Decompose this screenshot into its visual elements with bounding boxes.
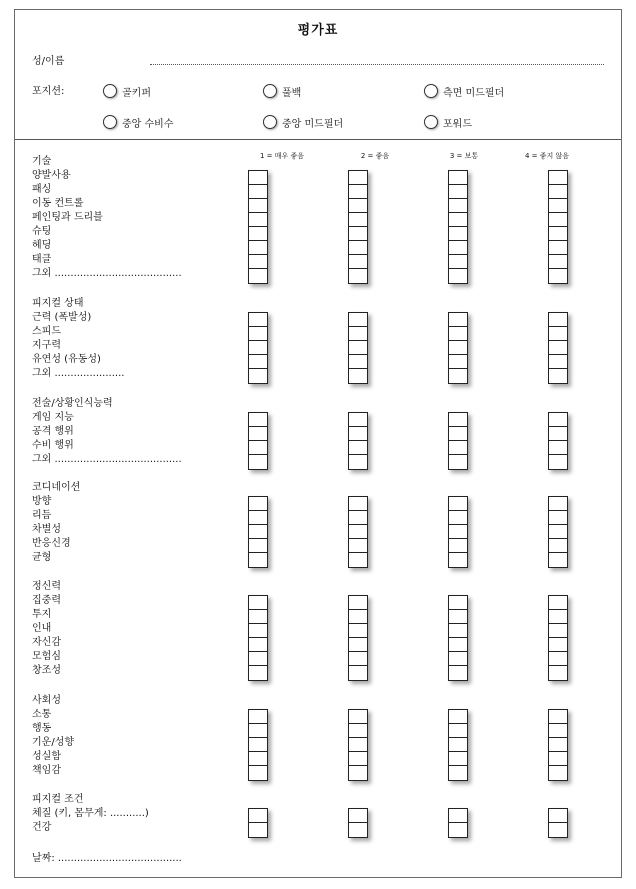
rating-checkbox[interactable] xyxy=(249,327,267,341)
rating-checkbox[interactable] xyxy=(349,341,367,355)
page-title: 평가표 xyxy=(297,23,339,38)
rating-checkbox[interactable] xyxy=(549,369,567,383)
rating-checkbox[interactable] xyxy=(349,441,367,455)
rating-column-1 xyxy=(248,709,268,781)
criterion-label: 태클 xyxy=(32,254,52,265)
rating-checkbox[interactable] xyxy=(549,413,567,427)
rating-checkbox[interactable] xyxy=(249,355,267,369)
rating-checkbox[interactable] xyxy=(549,313,567,327)
rating-checkbox[interactable] xyxy=(249,710,267,724)
rating-checkbox[interactable] xyxy=(449,511,467,525)
rating-checkbox[interactable] xyxy=(549,738,567,752)
rating-checkbox[interactable] xyxy=(249,171,267,185)
rating-column-4 xyxy=(548,312,568,384)
rating-checkbox[interactable] xyxy=(549,596,567,610)
rating-checkbox[interactable] xyxy=(449,341,467,355)
scale-label-3: 3 = 보통 xyxy=(449,152,479,160)
position-option-label: 포워드 xyxy=(443,118,472,130)
rating-checkbox[interactable] xyxy=(449,213,467,227)
date-field[interactable]: 날짜: ....................................... xyxy=(32,853,182,864)
criterion-label: 투지 xyxy=(32,609,52,620)
rating-column-1 xyxy=(248,808,268,838)
criterion-label: 차별성 xyxy=(32,524,61,535)
rating-checkbox[interactable] xyxy=(249,511,267,525)
rating-checkbox[interactable] xyxy=(549,171,567,185)
radio-icon[interactable] xyxy=(103,84,117,98)
section-title: 사회성 xyxy=(32,695,61,706)
section-title: 피지컬 상태 xyxy=(32,298,84,309)
rating-checkbox[interactable] xyxy=(449,441,467,455)
criterion-label: 책임감 xyxy=(32,765,61,776)
criterion-label: 지구력 xyxy=(32,340,61,351)
rating-checkbox[interactable] xyxy=(549,341,567,355)
rating-checkbox[interactable] xyxy=(249,638,267,652)
rating-column-2 xyxy=(348,709,368,781)
rating-checkbox[interactable] xyxy=(349,327,367,341)
criterion-label: 이동 컨트롤 xyxy=(32,198,84,209)
rating-checkbox[interactable] xyxy=(249,553,267,567)
rating-column-4 xyxy=(548,595,568,681)
rating-checkbox[interactable] xyxy=(449,809,467,823)
rating-checkbox[interactable] xyxy=(549,666,567,680)
rating-checkbox[interactable] xyxy=(249,596,267,610)
rating-checkbox[interactable] xyxy=(349,766,367,780)
radio-icon[interactable] xyxy=(424,84,438,98)
position-label: 포지션: xyxy=(32,86,65,97)
rating-checkbox[interactable] xyxy=(549,441,567,455)
rating-column-4 xyxy=(548,496,568,568)
rating-checkbox[interactable] xyxy=(249,199,267,213)
rating-checkbox[interactable] xyxy=(449,327,467,341)
rating-checkbox[interactable] xyxy=(549,752,567,766)
rating-checkbox[interactable] xyxy=(449,553,467,567)
rating-checkbox[interactable] xyxy=(349,511,367,525)
section-title: 코디네이션 xyxy=(32,482,81,493)
rating-checkbox[interactable] xyxy=(449,369,467,383)
rating-checkbox[interactable] xyxy=(549,199,567,213)
rating-checkbox[interactable] xyxy=(549,255,567,269)
criterion-label: 행동 xyxy=(32,723,52,734)
rating-checkbox[interactable] xyxy=(249,255,267,269)
rating-column-4 xyxy=(548,170,568,284)
rating-checkbox[interactable] xyxy=(249,413,267,427)
rating-column-2 xyxy=(348,312,368,384)
rating-checkbox[interactable] xyxy=(349,413,367,427)
rating-checkbox[interactable] xyxy=(349,525,367,539)
rating-checkbox[interactable] xyxy=(449,596,467,610)
rating-checkbox[interactable] xyxy=(449,269,467,283)
scale-label-2: 2 = 좋음 xyxy=(360,152,390,160)
rating-checkbox[interactable] xyxy=(449,455,467,469)
rating-checkbox[interactable] xyxy=(449,666,467,680)
criterion-label: 헤딩 xyxy=(32,240,52,251)
rating-checkbox[interactable] xyxy=(349,497,367,511)
section-title: 전술/상황인식능력 xyxy=(32,398,113,409)
rating-checkbox[interactable] xyxy=(249,539,267,553)
rating-checkbox[interactable] xyxy=(249,666,267,680)
criterion-label: 인내 xyxy=(32,623,52,634)
rating-checkbox[interactable] xyxy=(449,241,467,255)
rating-checkbox[interactable] xyxy=(449,171,467,185)
rating-checkbox[interactable] xyxy=(349,752,367,766)
rating-column-3 xyxy=(448,595,468,681)
rating-checkbox[interactable] xyxy=(349,823,367,837)
rating-checkbox[interactable] xyxy=(449,823,467,837)
position-option-fullback[interactable] xyxy=(263,83,301,99)
rating-checkbox[interactable] xyxy=(349,199,367,213)
criterion-label: 소통 xyxy=(32,709,52,720)
rating-checkbox[interactable] xyxy=(449,427,467,441)
radio-icon[interactable] xyxy=(424,115,438,129)
rating-checkbox[interactable] xyxy=(249,427,267,441)
rating-checkbox[interactable] xyxy=(349,638,367,652)
rating-checkbox[interactable] xyxy=(349,666,367,680)
position-option-label: 풀백 xyxy=(282,87,302,99)
rating-checkbox[interactable] xyxy=(549,427,567,441)
criterion-label: 기운/성향 xyxy=(32,737,75,748)
rating-checkbox[interactable] xyxy=(449,525,467,539)
rating-checkbox[interactable] xyxy=(249,313,267,327)
rating-checkbox[interactable] xyxy=(549,610,567,624)
rating-checkbox[interactable] xyxy=(249,455,267,469)
rating-checkbox[interactable] xyxy=(249,809,267,823)
rating-column-1 xyxy=(248,496,268,568)
rating-checkbox[interactable] xyxy=(249,766,267,780)
section-divider xyxy=(15,139,621,140)
rating-column-3 xyxy=(448,496,468,568)
rating-checkbox[interactable] xyxy=(349,255,367,269)
criterion-label: 근력 (폭발성) xyxy=(32,312,92,323)
rating-checkbox[interactable] xyxy=(549,355,567,369)
rating-checkbox[interactable] xyxy=(349,455,367,469)
criterion-label: 자신감 xyxy=(32,637,61,648)
name-label: 성/이름 xyxy=(32,56,65,67)
position-option-label: 중앙 수비수 xyxy=(122,118,174,130)
criterion-label: 페인팅과 드리블 xyxy=(32,212,103,223)
criterion-label: 리듬 xyxy=(32,510,52,521)
rating-checkbox[interactable] xyxy=(249,823,267,837)
rating-checkbox[interactable] xyxy=(549,624,567,638)
criterion-label: 창조성 xyxy=(32,665,61,676)
rating-checkbox[interactable] xyxy=(549,213,567,227)
criterion-label: 체질 (키, 몸무게: ...........) xyxy=(32,808,149,819)
rating-checkbox[interactable] xyxy=(549,766,567,780)
rating-checkbox[interactable] xyxy=(449,738,467,752)
rating-checkbox[interactable] xyxy=(549,553,567,567)
rating-checkbox[interactable] xyxy=(549,525,567,539)
rating-column-1 xyxy=(248,595,268,681)
rating-checkbox[interactable] xyxy=(349,241,367,255)
rating-checkbox[interactable] xyxy=(549,185,567,199)
rating-checkbox[interactable] xyxy=(549,241,567,255)
rating-column-1 xyxy=(248,312,268,384)
criterion-label: 반응신경 xyxy=(32,538,71,549)
rating-column-3 xyxy=(448,312,468,384)
criterion-label: 공격 행위 xyxy=(32,426,74,437)
rating-checkbox[interactable] xyxy=(249,724,267,738)
rating-checkbox[interactable] xyxy=(249,525,267,539)
radio-icon[interactable] xyxy=(103,115,117,129)
rating-checkbox[interactable] xyxy=(349,809,367,823)
rating-checkbox[interactable] xyxy=(449,724,467,738)
rating-checkbox[interactable] xyxy=(349,213,367,227)
rating-column-4 xyxy=(548,709,568,781)
rating-checkbox[interactable] xyxy=(349,269,367,283)
rating-column-3 xyxy=(448,412,468,470)
rating-checkbox[interactable] xyxy=(449,539,467,553)
rating-checkbox[interactable] xyxy=(249,441,267,455)
rating-checkbox[interactable] xyxy=(349,652,367,666)
rating-checkbox[interactable] xyxy=(449,610,467,624)
position-option-center-back[interactable] xyxy=(103,114,173,130)
rating-checkbox[interactable] xyxy=(449,766,467,780)
position-option-label: 측면 미드필더 xyxy=(443,87,505,99)
rating-checkbox[interactable] xyxy=(549,710,567,724)
rating-checkbox[interactable] xyxy=(349,596,367,610)
rating-checkbox[interactable] xyxy=(449,710,467,724)
rating-checkbox[interactable] xyxy=(349,553,367,567)
rating-checkbox[interactable] xyxy=(449,255,467,269)
rating-column-1 xyxy=(248,412,268,470)
name-field-line[interactable] xyxy=(150,64,604,65)
rating-checkbox[interactable] xyxy=(449,227,467,241)
criterion-label: 유연성 (유동성) xyxy=(32,354,101,365)
rating-checkbox[interactable] xyxy=(549,809,567,823)
rating-checkbox[interactable] xyxy=(249,497,267,511)
criterion-label: 그외 ........................................ xyxy=(32,268,182,279)
rating-checkbox[interactable] xyxy=(249,241,267,255)
rating-checkbox[interactable] xyxy=(249,341,267,355)
rating-column-4 xyxy=(548,808,568,838)
rating-checkbox[interactable] xyxy=(249,610,267,624)
criterion-label: 게임 지능 xyxy=(32,412,74,423)
rating-checkbox[interactable] xyxy=(249,185,267,199)
rating-checkbox[interactable] xyxy=(249,369,267,383)
rating-checkbox[interactable] xyxy=(349,171,367,185)
rating-checkbox[interactable] xyxy=(349,738,367,752)
rating-checkbox[interactable] xyxy=(249,652,267,666)
criterion-label: 집중력 xyxy=(32,595,61,606)
criterion-label: 건강 xyxy=(32,822,52,833)
rating-checkbox[interactable] xyxy=(449,638,467,652)
criterion-label: 패싱 xyxy=(32,184,52,195)
scale-label-4: 4 = 좋지 않음 xyxy=(524,152,570,160)
rating-checkbox[interactable] xyxy=(349,539,367,553)
rating-checkbox[interactable] xyxy=(249,624,267,638)
rating-checkbox[interactable] xyxy=(349,369,367,383)
rating-checkbox[interactable] xyxy=(449,413,467,427)
rating-checkbox[interactable] xyxy=(449,185,467,199)
criterion-label: 균형 xyxy=(32,552,52,563)
rating-checkbox[interactable] xyxy=(349,313,367,327)
rating-checkbox[interactable] xyxy=(549,511,567,525)
rating-checkbox[interactable] xyxy=(449,624,467,638)
rating-column-2 xyxy=(348,595,368,681)
criterion-label: 성실함 xyxy=(32,751,61,762)
rating-checkbox[interactable] xyxy=(549,539,567,553)
criterion-label: 모험심 xyxy=(32,651,61,662)
rating-checkbox[interactable] xyxy=(249,752,267,766)
radio-icon[interactable] xyxy=(263,115,277,129)
rating-column-2 xyxy=(348,808,368,838)
rating-checkbox[interactable] xyxy=(449,652,467,666)
rating-checkbox[interactable] xyxy=(549,455,567,469)
criterion-label: 양발사용 xyxy=(32,170,71,181)
section-title: 기술 xyxy=(32,156,52,167)
rating-checkbox[interactable] xyxy=(449,313,467,327)
criterion-label: 스피드 xyxy=(32,326,61,337)
rating-checkbox[interactable] xyxy=(449,752,467,766)
rating-checkbox[interactable] xyxy=(349,427,367,441)
position-option-wide-midfielder[interactable] xyxy=(424,83,504,99)
rating-checkbox[interactable] xyxy=(249,213,267,227)
rating-checkbox[interactable] xyxy=(249,269,267,283)
rating-checkbox[interactable] xyxy=(549,227,567,241)
position-option-label: 중앙 미드필더 xyxy=(282,118,344,130)
rating-checkbox[interactable] xyxy=(249,738,267,752)
rating-checkbox[interactable] xyxy=(549,269,567,283)
rating-column-3 xyxy=(448,170,468,284)
rating-checkbox[interactable] xyxy=(549,327,567,341)
position-option-center-midfielder[interactable] xyxy=(263,114,343,130)
rating-checkbox[interactable] xyxy=(349,724,367,738)
rating-checkbox[interactable] xyxy=(449,497,467,511)
position-option-goalkeeper[interactable] xyxy=(103,83,151,99)
rating-checkbox[interactable] xyxy=(549,497,567,511)
rating-column-1 xyxy=(248,170,268,284)
rating-checkbox[interactable] xyxy=(349,227,367,241)
position-option-label: 골키퍼 xyxy=(122,87,151,99)
rating-checkbox[interactable] xyxy=(349,710,367,724)
criterion-label: 방향 xyxy=(32,496,52,507)
rating-checkbox[interactable] xyxy=(449,355,467,369)
rating-checkbox[interactable] xyxy=(549,823,567,837)
rating-checkbox[interactable] xyxy=(549,638,567,652)
rating-column-3 xyxy=(448,808,468,838)
rating-checkbox[interactable] xyxy=(549,652,567,666)
rating-column-2 xyxy=(348,170,368,284)
rating-checkbox[interactable] xyxy=(449,199,467,213)
rating-column-3 xyxy=(448,709,468,781)
criterion-label: 슈팅 xyxy=(32,226,52,237)
rating-checkbox[interactable] xyxy=(349,355,367,369)
rating-checkbox[interactable] xyxy=(349,610,367,624)
criterion-label: 그외 ...................... xyxy=(32,368,125,379)
rating-column-2 xyxy=(348,412,368,470)
criterion-label: 수비 행위 xyxy=(32,440,74,451)
rating-checkbox[interactable] xyxy=(249,227,267,241)
rating-checkbox[interactable] xyxy=(549,724,567,738)
rating-column-4 xyxy=(548,412,568,470)
scale-label-1: 1 = 매우 좋음 xyxy=(259,152,305,160)
rating-checkbox[interactable] xyxy=(349,185,367,199)
section-title: 정신력 xyxy=(32,581,61,592)
section-title: 피지컬 조건 xyxy=(32,794,84,805)
rating-checkbox[interactable] xyxy=(349,624,367,638)
radio-icon[interactable] xyxy=(263,84,277,98)
position-option-forward[interactable] xyxy=(424,114,472,130)
rating-column-2 xyxy=(348,496,368,568)
criterion-label: 그외 ........................................ xyxy=(32,454,182,465)
